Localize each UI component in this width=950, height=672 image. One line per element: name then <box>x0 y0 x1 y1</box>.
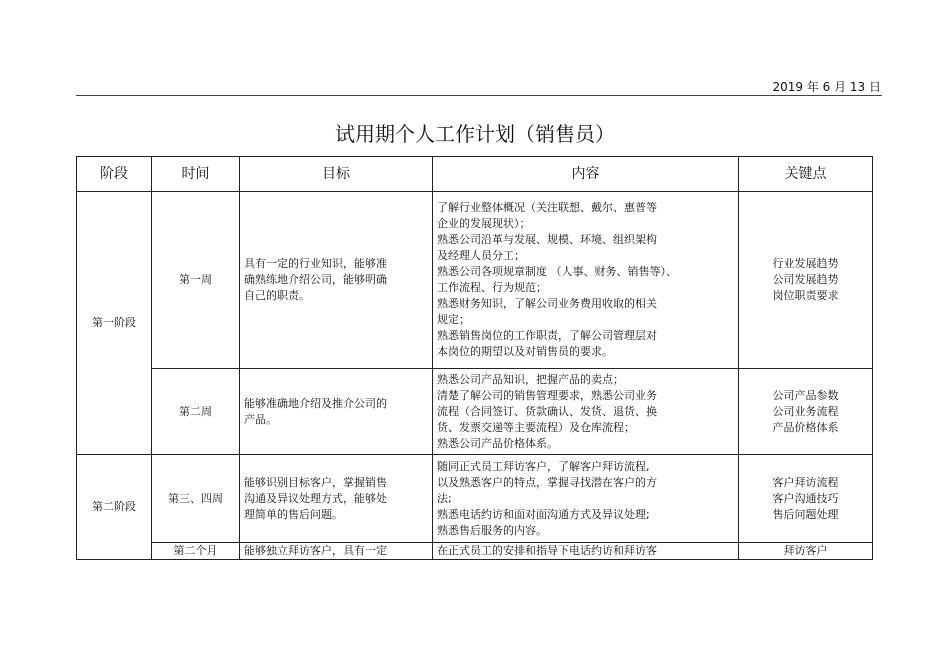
goal-line: 能够准确地介绍及推介公司的 <box>244 396 387 410</box>
content-line: 规定； <box>437 313 470 326</box>
content-line: 熟悉销售岗位的工作职责，了解公司管理层对 <box>437 329 657 342</box>
content-cell <box>433 369 739 455</box>
key-point: 产品价格体系 <box>772 420 839 434</box>
goal-line: 确熟练地介绍公司，能够明确 <box>244 273 387 286</box>
key-point: 客户拜访流程 <box>772 475 839 489</box>
content-cell <box>433 455 739 543</box>
goal-line: 自己的职责。 <box>244 289 310 302</box>
content-line: 工作流程、行为规范； <box>437 281 547 294</box>
content-line: 熟悉电话约访和面对面沟通方式及异议处理; <box>437 507 650 521</box>
stage-cell: 第一阶段 <box>77 192 152 455</box>
table-row <box>77 369 873 455</box>
content-line: 熟悉财务知识，了解公司业务费用收取的相关 <box>437 297 657 310</box>
content-line: 了解行业整体概况（关注联想、戴尔、惠普等 <box>437 201 657 214</box>
goal-line: 具有一定的行业知识，能够准 <box>244 257 387 270</box>
content-line: 熟悉公司沿革与发展、规模、环境、组织架构 <box>437 233 657 246</box>
time-cell: 第一周 <box>152 192 240 369</box>
content-line: 本岗位的期望以及对销售员的要求。 <box>437 345 613 358</box>
content-line: 随同正式员工拜访客户，了解客户拜访流程, <box>437 459 650 473</box>
goal-cell <box>240 543 433 560</box>
content-line: 熟悉公司产品知识，把握产品的卖点； <box>437 372 624 386</box>
table-row <box>77 455 873 543</box>
content-line: 清楚了解公司的销售管理要求，熟悉公司业务 <box>437 388 657 402</box>
key-point: 公司产品参数 <box>772 388 839 402</box>
keys-cell <box>739 192 873 369</box>
goal-cell <box>240 192 433 369</box>
key-point: 客户沟通技巧 <box>772 491 839 505</box>
goal-cell <box>240 369 433 455</box>
goal-line: 理简单的售后问题。 <box>244 507 343 521</box>
content-line: 及经理人员分工； <box>437 249 525 262</box>
content-cell <box>433 192 739 369</box>
header-time: 时间 <box>152 157 240 192</box>
header-stage: 阶段 <box>77 157 152 192</box>
time-cell: 第三、四周 <box>152 455 240 543</box>
content-line: 法; <box>437 491 452 505</box>
goal-line: 沟通及异议处理方式，能够处 <box>244 491 387 505</box>
content-line: 熟悉公司各项规章制度 （人事、财务、销售等）、 <box>437 265 677 278</box>
key-point: 公司发展趋势 <box>772 273 839 286</box>
keys-cell <box>739 455 873 543</box>
content-line: 熟悉公司产品价格体系。 <box>437 436 558 450</box>
goal-line: 产品。 <box>244 412 277 426</box>
stage-cell: 第二阶段 <box>77 455 152 560</box>
content-line: 货、发票交递等主要流程）及仓库流程； <box>437 420 635 434</box>
key-point: 公司业务流程 <box>772 404 839 418</box>
keys-cell <box>739 543 873 560</box>
content-cell <box>433 543 739 560</box>
header-keys: 关键点 <box>739 157 873 192</box>
table-row <box>77 543 873 560</box>
keys-cell <box>739 369 873 455</box>
content-line: 流程（合同签订、货款确认、发货、退货、换 <box>437 404 657 418</box>
key-point: 岗位职责要求 <box>772 289 839 302</box>
content-line: 以及熟悉客户的特点，掌握寻找潜在客户的方 <box>437 475 657 489</box>
key-point: 拜访客户 <box>783 544 828 557</box>
content-line: 在正式员工的安排和指导下电话约访和拜访客 <box>437 544 657 557</box>
content-line: 熟悉售后服务的内容。 <box>437 523 547 537</box>
content-line: 企业的发展现状）； <box>437 217 531 230</box>
goal-line: 能够独立拜访客户，具有一定 <box>244 544 387 557</box>
document-date: 2019 年 6 月 13 日 <box>772 80 881 94</box>
goal-cell <box>240 455 433 543</box>
document-title: 试用期个人工作计划（销售员） <box>335 122 615 146</box>
table-header-row <box>77 157 873 192</box>
header-content: 内容 <box>433 157 739 192</box>
plan-table <box>76 156 873 560</box>
key-point: 售后问题处理 <box>772 507 839 521</box>
key-point: 行业发展趋势 <box>772 257 839 270</box>
time-cell: 第二周 <box>152 369 240 455</box>
header-rule <box>76 95 882 96</box>
table-row <box>77 192 873 369</box>
goal-line: 能够识别目标客户，掌握销售 <box>244 475 387 489</box>
time-cell: 第二个月 <box>152 543 240 560</box>
header-goal: 目标 <box>240 157 433 192</box>
